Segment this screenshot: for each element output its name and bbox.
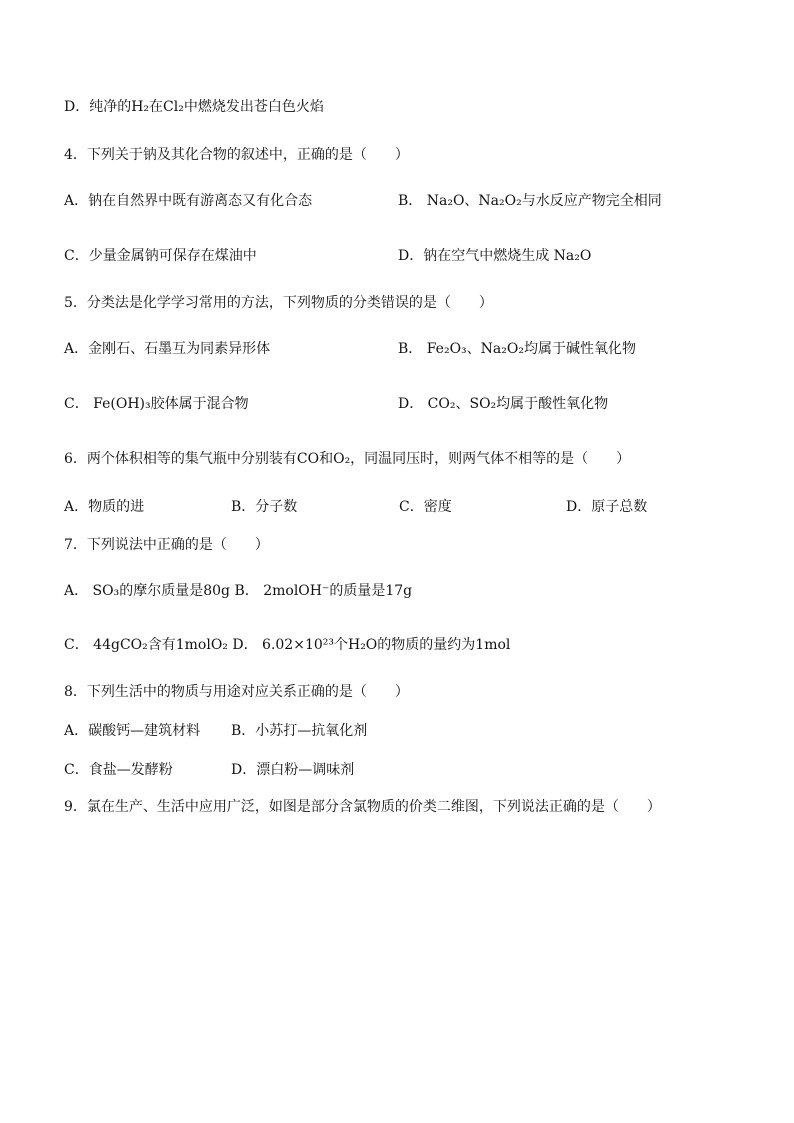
question-5-option-c: C． Fe(OH)₃胶体属于混合物 (64, 396, 249, 412)
question-5-option-b: B． Fe₂O₃、Na₂O₂均属于碱性氧化物 (398, 341, 636, 357)
question-5-stem: 5．分类法是化学学习常用的方法，下列物质的分类错误的是（ ） (64, 295, 493, 311)
question-8-option-b: B．小苏打—抗氧化剂 (231, 723, 368, 739)
question-6-option-d: D．原子总数 (566, 499, 648, 515)
question-7-stem: 7．下列说法中正确的是（ ） (64, 537, 269, 553)
question-6-option-a: A．物质的进 (64, 499, 145, 515)
question-4-option-c: C．少量金属钠可保存在煤油中 (64, 248, 257, 264)
question-6-stem: 6．两个体积相等的集气瓶中分别装有CO和O₂，同温同压时，则两气体不相等的是（ ） (64, 451, 631, 467)
question-5-option-a: A．金刚石、石墨互为同素异形体 (64, 341, 271, 357)
question-4-option-b: B． Na₂O、Na₂O₂与水反应产物完全相同 (398, 193, 662, 209)
question-5-option-d: D． CO₂、SO₂均属于酸性氧化物 (398, 396, 609, 412)
prev-question-option-d: D．纯净的H₂在Cl₂中燃烧发出苍白色火焰 (64, 99, 324, 115)
question-7-options-cd: C． 44gCO₂含有1molO₂ D． 6.02×10²³个H₂O的物质的量约为1mol (64, 637, 511, 653)
question-8-option-a: A．碳酸钙—建筑材料 (64, 723, 201, 739)
question-6-option-b: B．分子数 (231, 499, 298, 515)
question-9-stem: 9．氯在生产、生活中应用广泛，如图是部分含氯物质的价类二维图，下列说法正确的是（ ） (64, 799, 661, 815)
question-4-option-d: D．钠在空气中燃烧生成 Na₂O (398, 248, 592, 264)
question-7-options-ab: A． SO₃的摩尔质量是80g B． 2molOH⁻的质量是17g (64, 583, 413, 599)
question-4-option-a: A．钠在自然界中既有游离态又有化合态 (64, 193, 313, 209)
question-8-option-d: D．漂白粉—调味剂 (231, 762, 355, 778)
question-8-option-c: C．食盐—发酵粉 (64, 762, 173, 778)
question-6-option-c: C．密度 (399, 499, 452, 515)
question-4-stem: 4．下列关于钠及其化合物的叙述中，正确的是（ ） (64, 147, 409, 163)
question-8-stem: 8．下列生活中的物质与用途对应关系正确的是（ ） (64, 684, 409, 700)
